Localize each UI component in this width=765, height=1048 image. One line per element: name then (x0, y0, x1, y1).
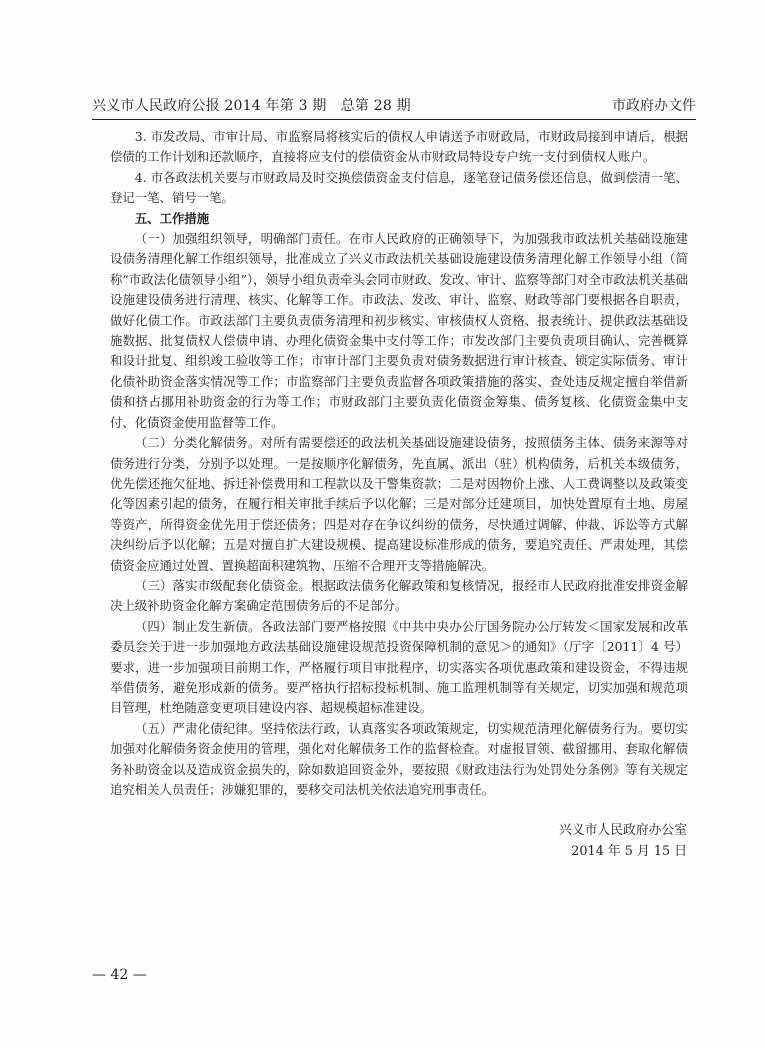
paragraph-measure-4: （四）制止发生新债。各政法部门要严格按照《中共中央办公厅国务院办公厅转发＜国家发展和改革委员会关于进一步加强地方政法基础设施建设规范投资保障机制的意见＞的通知》（厅字〔2011〕4 号）要求，进一步加强项目前期工作，严格履行项目审批程序，切实落实各项优惠政策和建设资金，不得违规举借债务，避免形成新的债务。要严格执行招标投标机制、施工监理机制等有关规定，切实加强和规范项目管理，杜绝随意变更项目建设内容、超规模超标准建设。 (110, 618, 688, 716)
issuing-office: 兴义市人民政府办公室 (559, 823, 687, 838)
paragraph-item-4: 4. 市各政法机关要与市财政局及时交换偿债资金支付信息，逐笔登记债务偿还信息，做到偿清一笔、登记一笔、销号一笔。 (110, 169, 688, 206)
paragraph-measure-5: （五）严肃化债纪律。坚持依法行政，认真落实各项政策规定，切实规范清理化解债务行为。要切实加强对化解债务资金使用的管理，强化对化解债务工作的监督检查。对虚报冒领、截留挪用、套取化解债务补助资金以及造成资金损失的，除如数追回资金外，要按照《财政违法行为处罚处分条例》等有关规定追究相关人员责任；涉嫌犯罪的，要移交司法机关依法追究刑事责任。 (110, 720, 688, 797)
issue-date: 2014 年 5 月 15 日 (571, 844, 687, 859)
paragraph-measure-2: （二）分类化解债务。对所有需要偿还的政法机关基础设施建设债务，按照债务主体、债务来源等对债务进行分类，分别予以处理。一是按顺序化解债务，先直属、派出（驻）机构债务，后机关本级债务，优先偿还拖欠征地、拆迁补偿费用和工程款以及干警集资款；二是对因物价上涨、人工费调整以及政策变化等因素引起的债务，在履行相关审批手续后予以化解；三是对部分迁建项目，加快处置原有土地、房屋等资产，所得资金优先用于偿还债务；四是对存在争议纠纷的债务，尽快通过调解、仲裁、诉讼等方式解决纠纷后予以化解；五是对擅自扩大建设规模、提高建设标准形成的债务，要追究责任、严肃处理，其偿债资金应通过处置、置换超面积建筑物、压缩不合理开支等措施解决。 (110, 435, 688, 573)
document-body (110, 127, 688, 800)
paragraph-measure-1: （一）加强组织领导，明确部门责任。在市人民政府的正确领导下，为加强我市政法机关基础设施建设债务清理化解工作组织领导，批准成立了兴义市政法机关基础设施建设债务清理化解工作领导小组（简称“市政法化债领导小组”），领导小组负责牵头会同市财政、发改、审计、监察等部门对全市政法机关基础设施建设债务进行清理、核实、化解等工作。市政法、发改、审计、监察、财政等部门要根据各自职责，做好化债工作。市政法部门主要负责债务清理和初步核实、审核债权人资格、报表统计、提供政法基础设施数据、批复债权人偿债申请、办理化债资金集中支付等工作；市发改部门主要负责项目确认、完善概算和设计批复、组织竣工验收等工作；市审计部门主要负责对债务数据进行审计核查、锁定实际债务、审计化债补助资金落实情况等工作；市监察部门主要负责监督各项政策措施的落实、查处违反规定擅自举借新债和挤占挪用补助资金的行为等工作；市财政部门主要负责化债资金筹集、债务复核、化债资金集中支付、化债资金使用监督等工作。 (110, 231, 688, 430)
section-heading-work-measures: 五、工作措施 (134, 210, 210, 226)
signature-block (559, 820, 687, 862)
page-header (92, 93, 696, 120)
paragraph-measure-3: （三）落实市级配套化债资金。根据政法债务化解政策和复核情况，报经市人民政府批准安排资金解决上级补助资金化解方案确定范围债务后的不足部分。 (110, 577, 688, 614)
paragraph-item-3: 3. 市发改局、市审计局、市监察局将核实后的债权人申请送予市财政局，市财政局接到申请后，根据偿债的工作计划和还款顺序，直接将应支付的偿债资金从市财政局特设专户统一支付到债权人账户。 (110, 129, 688, 165)
section-label: 市政府办文件 (612, 98, 696, 114)
page-number: — 42 — (92, 967, 147, 983)
bulletin-title: 兴义市人民政府公报 2014 年第 3 期 总第 28 期 (92, 98, 411, 114)
